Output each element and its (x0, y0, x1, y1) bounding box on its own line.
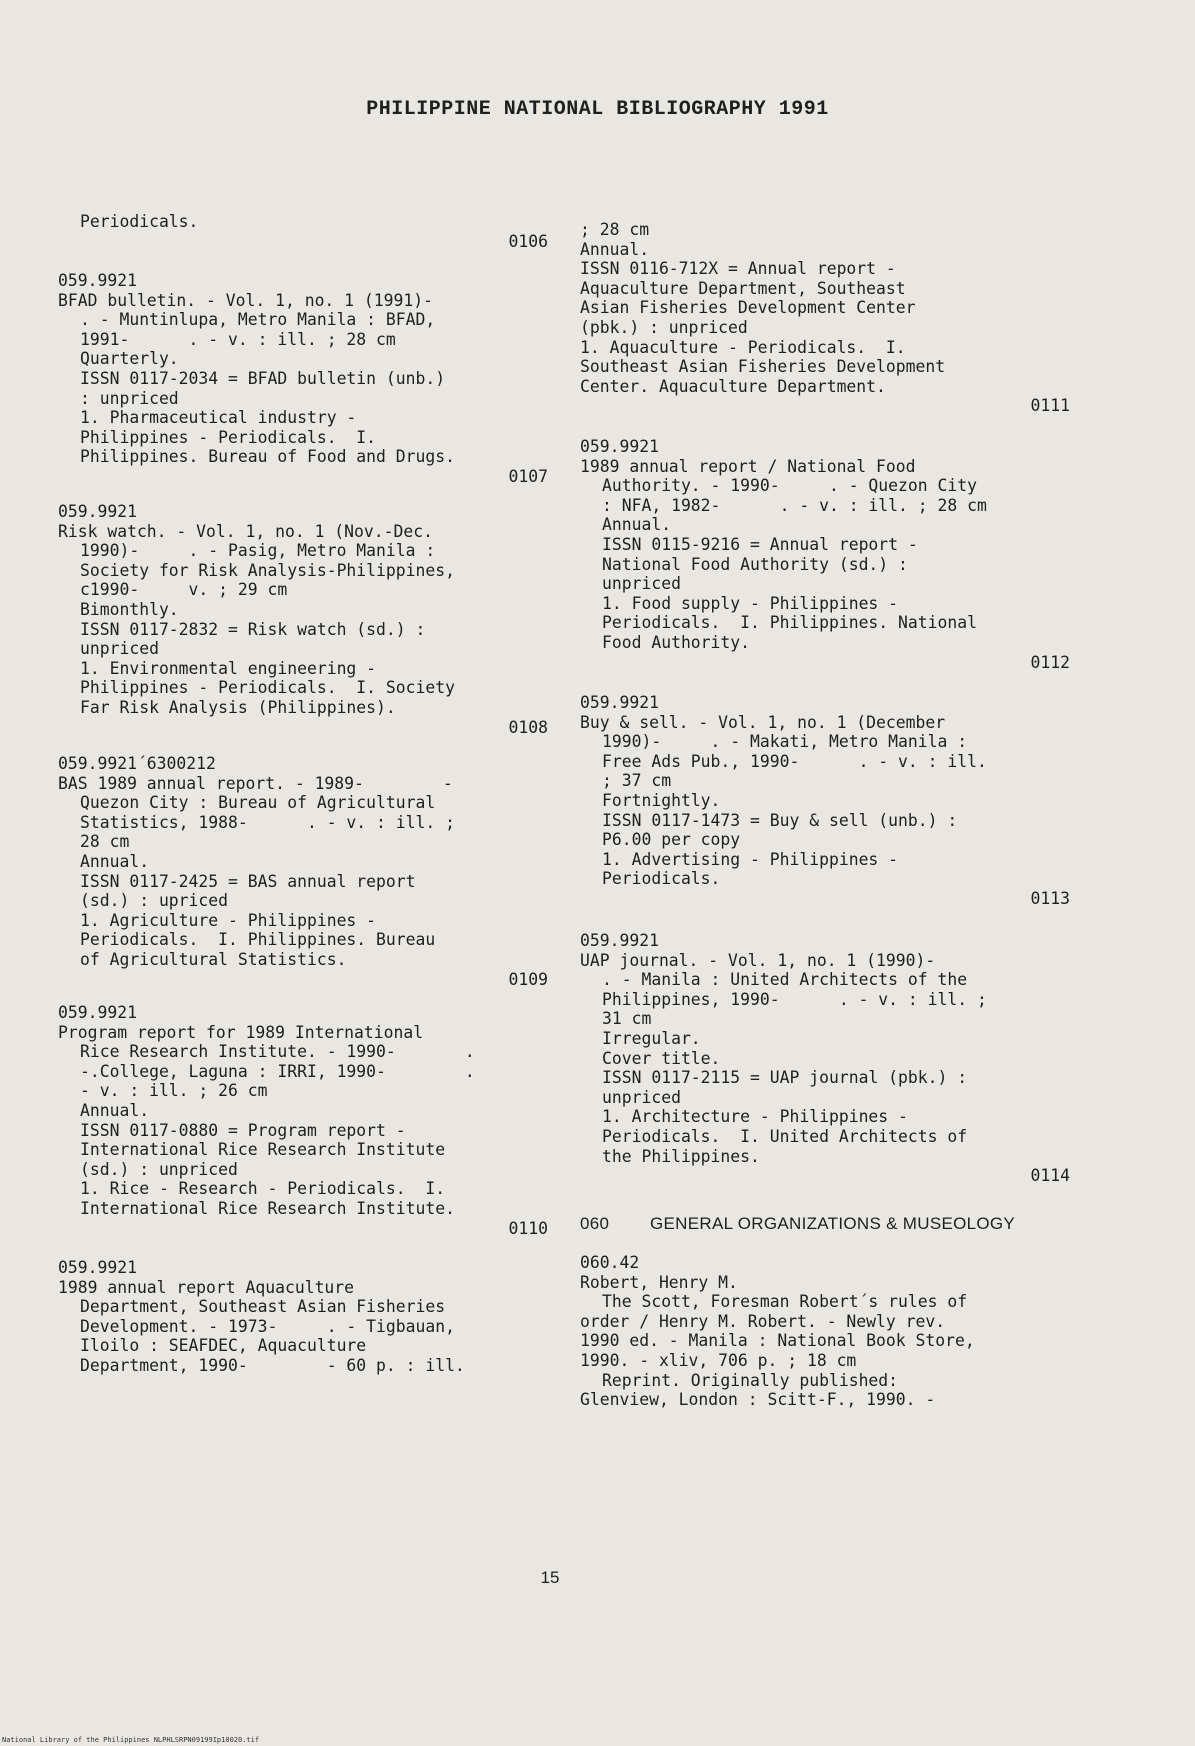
entry-line: ISSN 0117-2115 = UAP journal (pbk.) : (602, 1068, 968, 1088)
entry-line: Cover title. (602, 1048, 721, 1068)
entry-line: . - Muntinlupa, Metro Manila : BFAD, (80, 310, 436, 330)
entry-number: 0107 (508, 466, 548, 486)
entry-line: Annual. (580, 239, 650, 259)
classification-number: 059.9921 (58, 1258, 137, 1277)
section-code: 060 (580, 1214, 610, 1233)
section-heading (580, 1214, 1080, 1234)
bib-entry (580, 693, 1070, 909)
entry-line: UAP journal. - Vol. 1, no. 1 (1990)- (580, 950, 936, 970)
entry-line: Rice Research Institute. - 1990- . (80, 1042, 475, 1062)
entry-number: 0113 (1030, 888, 1070, 908)
entry-line: 31 cm (602, 1009, 652, 1029)
bib-entry (58, 1258, 548, 1376)
entry-line: 1990 ed. - Manila : National Book Store, (580, 1331, 975, 1351)
entry-line: Periodicals. I. Philippines. National (602, 613, 977, 633)
entry-line: Philippines. Bureau of Food and Drugs. (80, 447, 455, 467)
entry-line: unpriced (602, 574, 681, 594)
entry-number: 0110 (508, 1218, 548, 1238)
entry-line: Periodicals. I. Philippines. Bureau (80, 930, 436, 950)
entry-line: The Scott, Foresman Robert´s rules of (602, 1292, 968, 1312)
bib-entry (58, 271, 548, 487)
classification-number: 060.42 (580, 1253, 640, 1272)
entry-line: 1990)- . - Pasig, Metro Manila : (80, 541, 436, 561)
entry-line: Philippines - Periodicals. I. (80, 427, 377, 447)
classification-number: 059.9921 (58, 1003, 137, 1022)
entry-number: 0108 (508, 717, 548, 737)
entry-line: Aquaculture Department, Southeast (580, 278, 906, 298)
entry-line: of Agricultural Statistics. (80, 949, 347, 969)
entry-line: International Rice Research Institute. (80, 1198, 455, 1218)
entry-line: Asian Fisheries Development Center (580, 298, 916, 318)
entry-line: unpriced (80, 639, 159, 659)
classification-number: 059.9921 (580, 693, 659, 712)
entry-line: Iloilo : SEAFDEC, Aquaculture (80, 1336, 367, 1356)
entry-line: : NFA, 1982- . - v. : ill. ; 28 cm (602, 495, 987, 515)
entry-line: ISSN 0117-0880 = Program report - (80, 1120, 406, 1140)
entry-line: - v. : ill. ; 26 cm (80, 1081, 268, 1101)
entry-line: Department, 1990- - 60 p. : ill. (80, 1355, 465, 1375)
entry-line: unpriced (602, 1087, 681, 1107)
entry-line: ; 37 cm (602, 771, 672, 791)
entry-number: 0114 (1030, 1166, 1070, 1186)
entry-line: 1. Aquaculture - Periodicals. I. (580, 337, 906, 357)
entry-line: International Rice Research Institute (80, 1140, 446, 1160)
entry-line: Glenview, London : Scitt-F., 1990. - (580, 1390, 936, 1410)
entry-line: Annual. (80, 1100, 150, 1120)
entry-line: 1989 annual report Aquaculture (58, 1277, 355, 1297)
classification-number: 059.9921´6300212 (58, 754, 216, 773)
entry-line: Authority. - 1990- . - Quezon City (602, 476, 977, 496)
entry-line: ISSN 0117-2034 = BFAD bulletin (unb.) (80, 368, 446, 388)
classification-number: 059.9921 (58, 502, 137, 521)
bib-entry (580, 931, 1070, 1186)
entry-number: 0106 (508, 231, 548, 251)
entry-line: 1989 annual report / National Food (580, 456, 916, 476)
entry-line: Development. - 1973- . - Tigbauan, (80, 1316, 455, 1336)
entry-number: 0111 (1030, 396, 1070, 416)
entry-line: Irregular. (602, 1028, 701, 1048)
entry-line: 1. Rice - Research - Periodicals. I. (80, 1179, 446, 1199)
entry-line: (sd.) : unpriced (80, 1159, 238, 1179)
entry-line: ISSN 0117-1473 = Buy & sell (unb.) : (602, 810, 958, 830)
entry-line: ISSN 0115-9216 = Annual report - (602, 534, 918, 554)
entry-line: 1. Agriculture - Philippines - (80, 910, 377, 930)
classification-number: 059.9921 (580, 931, 659, 950)
classification-number: 059.9921 (58, 271, 137, 290)
entry-line: 1. Architecture - Philippines - (602, 1107, 908, 1127)
entry-line: the Philippines. (602, 1146, 760, 1166)
entry-line: BFAD bulletin. - Vol. 1, no. 1 (1991)- (58, 290, 433, 310)
entry-author: Robert, Henry M. (580, 1272, 738, 1292)
entry-line: Department, Southeast Asian Fisheries (80, 1297, 446, 1317)
entry-line: -.College, Laguna : IRRI, 1990- . (80, 1061, 475, 1081)
entry-line: Center. Aquaculture Department. (580, 376, 886, 396)
scan-credit: National Library of the Philippines NLPHLSRPN09199Ip10020.tif (2, 1736, 260, 1744)
carryover-entry-right (580, 220, 1070, 416)
classification-number: 059.9921 (580, 437, 659, 456)
entry-line: ISSN 0117-2425 = BAS annual report (80, 871, 416, 891)
entry-line: Quarterly. (80, 349, 179, 369)
carryover-entry-left (58, 212, 548, 251)
entry-line: Quezon City : Bureau of Agricultural (80, 793, 436, 813)
entry-line: : unpriced (80, 388, 179, 408)
entry-line: c1990- v. ; 29 cm (80, 580, 288, 600)
entry-line: Buy & sell. - Vol. 1, no. 1 (December (580, 712, 946, 732)
bib-entry (580, 437, 1070, 672)
entry-line: Annual. (80, 851, 150, 871)
entry-line: Southeast Asian Fisheries Development (580, 357, 946, 377)
page-title: PHILIPPINE NATIONAL BIBLIOGRAPHY 1991 (366, 98, 829, 121)
entry-line: P6.00 per copy (602, 830, 741, 850)
entry-line: ISSN 0117-2832 = Risk watch (sd.) : (80, 619, 426, 639)
bib-entry (58, 1003, 548, 1238)
entry-line: Periodicals. (602, 869, 721, 889)
entry-line: Reprint. Originally published: (602, 1370, 899, 1390)
entry-line: Annual. (602, 515, 672, 535)
entry-line: . - Manila : United Architects of the (602, 970, 968, 990)
entry-line: Far Risk Analysis (Philippines). (80, 697, 396, 717)
carryover-text: Periodicals. (80, 212, 199, 231)
entry-line: 1. Pharmaceutical industry - (80, 408, 357, 428)
entry-line: ISSN 0116-712X = Annual report - (580, 259, 896, 279)
section-title: GENERAL ORGANIZATIONS & MUSEOLOGY (650, 1214, 1016, 1233)
entry-line: Fortnightly. (602, 790, 721, 810)
entry-line: Bimonthly. (80, 599, 179, 619)
entry-line: Food Authority. (602, 632, 751, 652)
entry-line: Risk watch. - Vol. 1, no. 1 (Nov.-Dec. (58, 521, 433, 541)
entry-line: BAS 1989 annual report. - 1989- - (58, 773, 453, 793)
entry-line: 28 cm (80, 832, 130, 852)
entry-line: Free Ads Pub., 1990- . - v. : ill. (602, 751, 987, 771)
entry-line: (pbk.) : unpriced (580, 317, 748, 337)
entry-line: Philippines, 1990- . - v. : ill. ; (602, 989, 987, 1009)
entry-line: (sd.) : upriced (80, 891, 229, 911)
entry-line: Program report for 1989 International (58, 1022, 424, 1042)
page-number: 15 (540, 1568, 560, 1587)
entry-line: 1990)- . - Makati, Metro Manila : (602, 732, 968, 752)
entry-line: Statistics, 1988- . - v. : ill. ; (80, 812, 455, 832)
entry-line: order / Henry M. Robert. - Newly rev. (580, 1311, 946, 1331)
entry-line: Philippines - Periodicals. I. Society (80, 678, 455, 698)
entry-line: National Food Authority (sd.) : (602, 554, 908, 574)
bib-entry-last (580, 1253, 1070, 1410)
entry-line: 1. Advertising - Philippines - (602, 849, 899, 869)
entry-line: ; 28 cm (580, 220, 650, 239)
bib-entry (58, 502, 548, 737)
entry-line: 1. Food supply - Philippines - (602, 593, 899, 613)
bib-entry (58, 754, 548, 989)
entry-number: 0109 (508, 969, 548, 989)
entry-line: 1991- . - v. : ill. ; 28 cm (80, 329, 396, 349)
entry-line: 1990. - xliv, 706 p. ; 18 cm (580, 1350, 857, 1370)
entry-line: Periodicals. I. United Architects of (602, 1126, 968, 1146)
entry-number: 0112 (1030, 652, 1070, 672)
entry-line: 1. Environmental engineering - (80, 658, 377, 678)
entry-line: Society for Risk Analysis-Philippines, (80, 560, 455, 580)
